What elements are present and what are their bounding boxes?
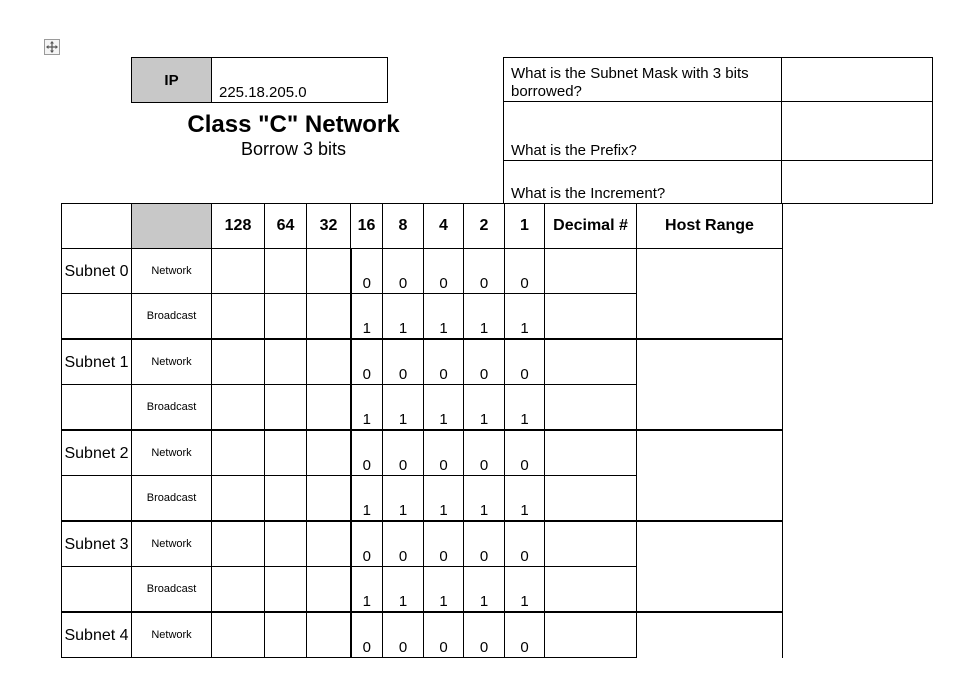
page-title: Class "C" Network [187, 111, 400, 138]
header-bit-2: 2 [464, 204, 505, 249]
ip-label: IP [132, 58, 212, 103]
header-bit-32: 32 [307, 204, 351, 249]
bit-cell: 0 [505, 249, 545, 294]
page-subtitle: Borrow 3 bits [240, 139, 347, 159]
bit-cell: 1 [464, 567, 505, 613]
bit-cell[interactable] [307, 612, 351, 658]
bit-cell: 1 [505, 567, 545, 613]
subnet-label: Subnet 2 [62, 430, 132, 476]
bit-cell: 0 [505, 339, 545, 385]
bit-cell[interactable] [265, 567, 307, 613]
bit-cell: 1 [383, 476, 424, 522]
decimal-cell[interactable] [545, 476, 637, 522]
bit-cell: 1 [351, 476, 383, 522]
bit-cell: 0 [424, 339, 464, 385]
bit-cell: 1 [464, 476, 505, 522]
address-type: Network [132, 339, 212, 385]
bit-cell: 0 [424, 430, 464, 476]
bit-cell: 0 [464, 249, 505, 294]
decimal-cell[interactable] [545, 521, 637, 567]
address-type: Broadcast [132, 476, 212, 522]
bit-cell[interactable] [212, 339, 265, 385]
header-bit-128: 128 [212, 204, 265, 249]
bit-cell: 0 [424, 612, 464, 658]
bit-cell: 0 [505, 430, 545, 476]
bit-cell: 0 [464, 612, 505, 658]
bit-cell: 1 [505, 294, 545, 340]
bit-cell[interactable] [307, 430, 351, 476]
bit-cell[interactable] [265, 612, 307, 658]
address-type: Network [132, 430, 212, 476]
bit-cell[interactable] [265, 430, 307, 476]
address-type: Broadcast [132, 567, 212, 613]
bit-cell: 0 [383, 612, 424, 658]
move-arrows-icon[interactable] [44, 39, 60, 55]
question-increment: What is the Increment? [504, 161, 782, 204]
bit-cell: 0 [383, 521, 424, 567]
bit-cell: 0 [505, 612, 545, 658]
bit-cell: 1 [383, 385, 424, 431]
bit-cell[interactable] [307, 339, 351, 385]
bit-cell: 1 [424, 385, 464, 431]
bit-cell: 0 [424, 521, 464, 567]
subnet-label-empty [62, 567, 132, 613]
bit-cell: 1 [351, 294, 383, 340]
bit-cell[interactable] [307, 294, 351, 340]
bit-cell[interactable] [212, 612, 265, 658]
bit-cell: 1 [464, 294, 505, 340]
bit-cell[interactable] [265, 249, 307, 294]
subnet-2-network-row [62, 430, 783, 476]
host-range-cell[interactable] [637, 612, 783, 658]
decimal-cell[interactable] [545, 385, 637, 431]
bit-cell[interactable] [212, 385, 265, 431]
subnet-label-empty [62, 294, 132, 340]
bit-cell: 0 [383, 339, 424, 385]
header-type [132, 204, 212, 249]
host-range-cell[interactable] [637, 521, 783, 612]
move-arrows-glyph [46, 41, 58, 53]
bit-cell: 0 [351, 612, 383, 658]
address-type: Broadcast [132, 385, 212, 431]
bit-cell: 1 [424, 567, 464, 613]
header-bit-64: 64 [265, 204, 307, 249]
bit-cell[interactable] [307, 521, 351, 567]
bit-cell: 1 [383, 294, 424, 340]
questions-table [503, 57, 933, 204]
bit-cell[interactable] [212, 476, 265, 522]
question-prefix: What is the Prefix? [504, 102, 782, 161]
answer-increment[interactable] [782, 161, 933, 204]
host-range-cell[interactable] [637, 430, 783, 521]
ip-value[interactable]: 225.18.205.0 [212, 58, 388, 103]
subnet-1-network-row [62, 339, 783, 385]
host-range-cell[interactable] [637, 339, 783, 430]
bit-cell: 1 [505, 385, 545, 431]
decimal-cell[interactable] [545, 612, 637, 658]
bit-cell: 0 [464, 339, 505, 385]
decimal-cell[interactable] [545, 430, 637, 476]
header-blank [62, 204, 132, 249]
header-row [62, 204, 783, 249]
header-bit-4: 4 [424, 204, 464, 249]
bit-cell: 1 [505, 476, 545, 522]
bit-cell[interactable] [212, 521, 265, 567]
bit-cell: 0 [351, 430, 383, 476]
bit-cell: 1 [424, 476, 464, 522]
subnet-3-network-row [62, 521, 783, 567]
bit-cell: 1 [464, 385, 505, 431]
bit-cell[interactable] [265, 294, 307, 340]
bit-cell[interactable] [212, 567, 265, 613]
bit-cell[interactable] [212, 430, 265, 476]
bit-cell[interactable] [307, 249, 351, 294]
bit-cell: 0 [464, 430, 505, 476]
answer-subnet-mask[interactable] [782, 58, 933, 102]
header-host-range: Host Range [637, 204, 783, 249]
question-subnet-mask: What is the Subnet Mask with 3 bits borrowed? [504, 58, 782, 102]
bit-cell[interactable] [307, 567, 351, 613]
subnet-label: Subnet 3 [62, 521, 132, 567]
bit-cell[interactable] [212, 294, 265, 340]
bit-cell: 1 [383, 567, 424, 613]
address-type: Broadcast [132, 294, 212, 340]
decimal-cell[interactable] [545, 249, 637, 294]
subnet-label: Subnet 1 [62, 339, 132, 385]
bit-cell: 1 [424, 294, 464, 340]
bit-cell[interactable] [307, 476, 351, 522]
decimal-cell[interactable] [545, 567, 637, 613]
subnet-label-empty [62, 476, 132, 522]
address-type: Network [132, 612, 212, 658]
header-decimal: Decimal # [545, 204, 637, 249]
answer-prefix[interactable] [782, 102, 933, 161]
subnet-4-network-row [62, 612, 783, 658]
subnet-0-network-row [62, 249, 783, 294]
subnet-label: Subnet 0 [62, 249, 132, 294]
bit-cell: 1 [351, 567, 383, 613]
bit-cell[interactable] [265, 521, 307, 567]
address-type: Network [132, 521, 212, 567]
ip-table [131, 57, 388, 103]
bit-cell[interactable] [265, 476, 307, 522]
bit-cell: 0 [505, 521, 545, 567]
bit-cell: 0 [351, 521, 383, 567]
bit-cell: 0 [351, 339, 383, 385]
bit-cell: 0 [424, 249, 464, 294]
header-bit-8: 8 [383, 204, 424, 249]
subnet-label-empty [62, 385, 132, 431]
header-bit-16: 16 [351, 204, 383, 249]
bit-cell: 0 [464, 521, 505, 567]
bit-cell[interactable] [307, 385, 351, 431]
bit-cell[interactable] [265, 385, 307, 431]
address-type: Network [132, 249, 212, 294]
decimal-cell[interactable] [545, 294, 637, 340]
subnet-table [61, 203, 783, 658]
bit-cell: 0 [351, 249, 383, 294]
bit-cell: 0 [383, 430, 424, 476]
bit-cell: 1 [351, 385, 383, 431]
decimal-cell[interactable] [545, 339, 637, 385]
bit-cell: 0 [383, 249, 424, 294]
bit-cell[interactable] [212, 249, 265, 294]
bit-cell[interactable] [265, 339, 307, 385]
subnet-label: Subnet 4 [62, 612, 132, 658]
header-bit-1: 1 [505, 204, 545, 249]
host-range-cell[interactable] [637, 249, 783, 340]
